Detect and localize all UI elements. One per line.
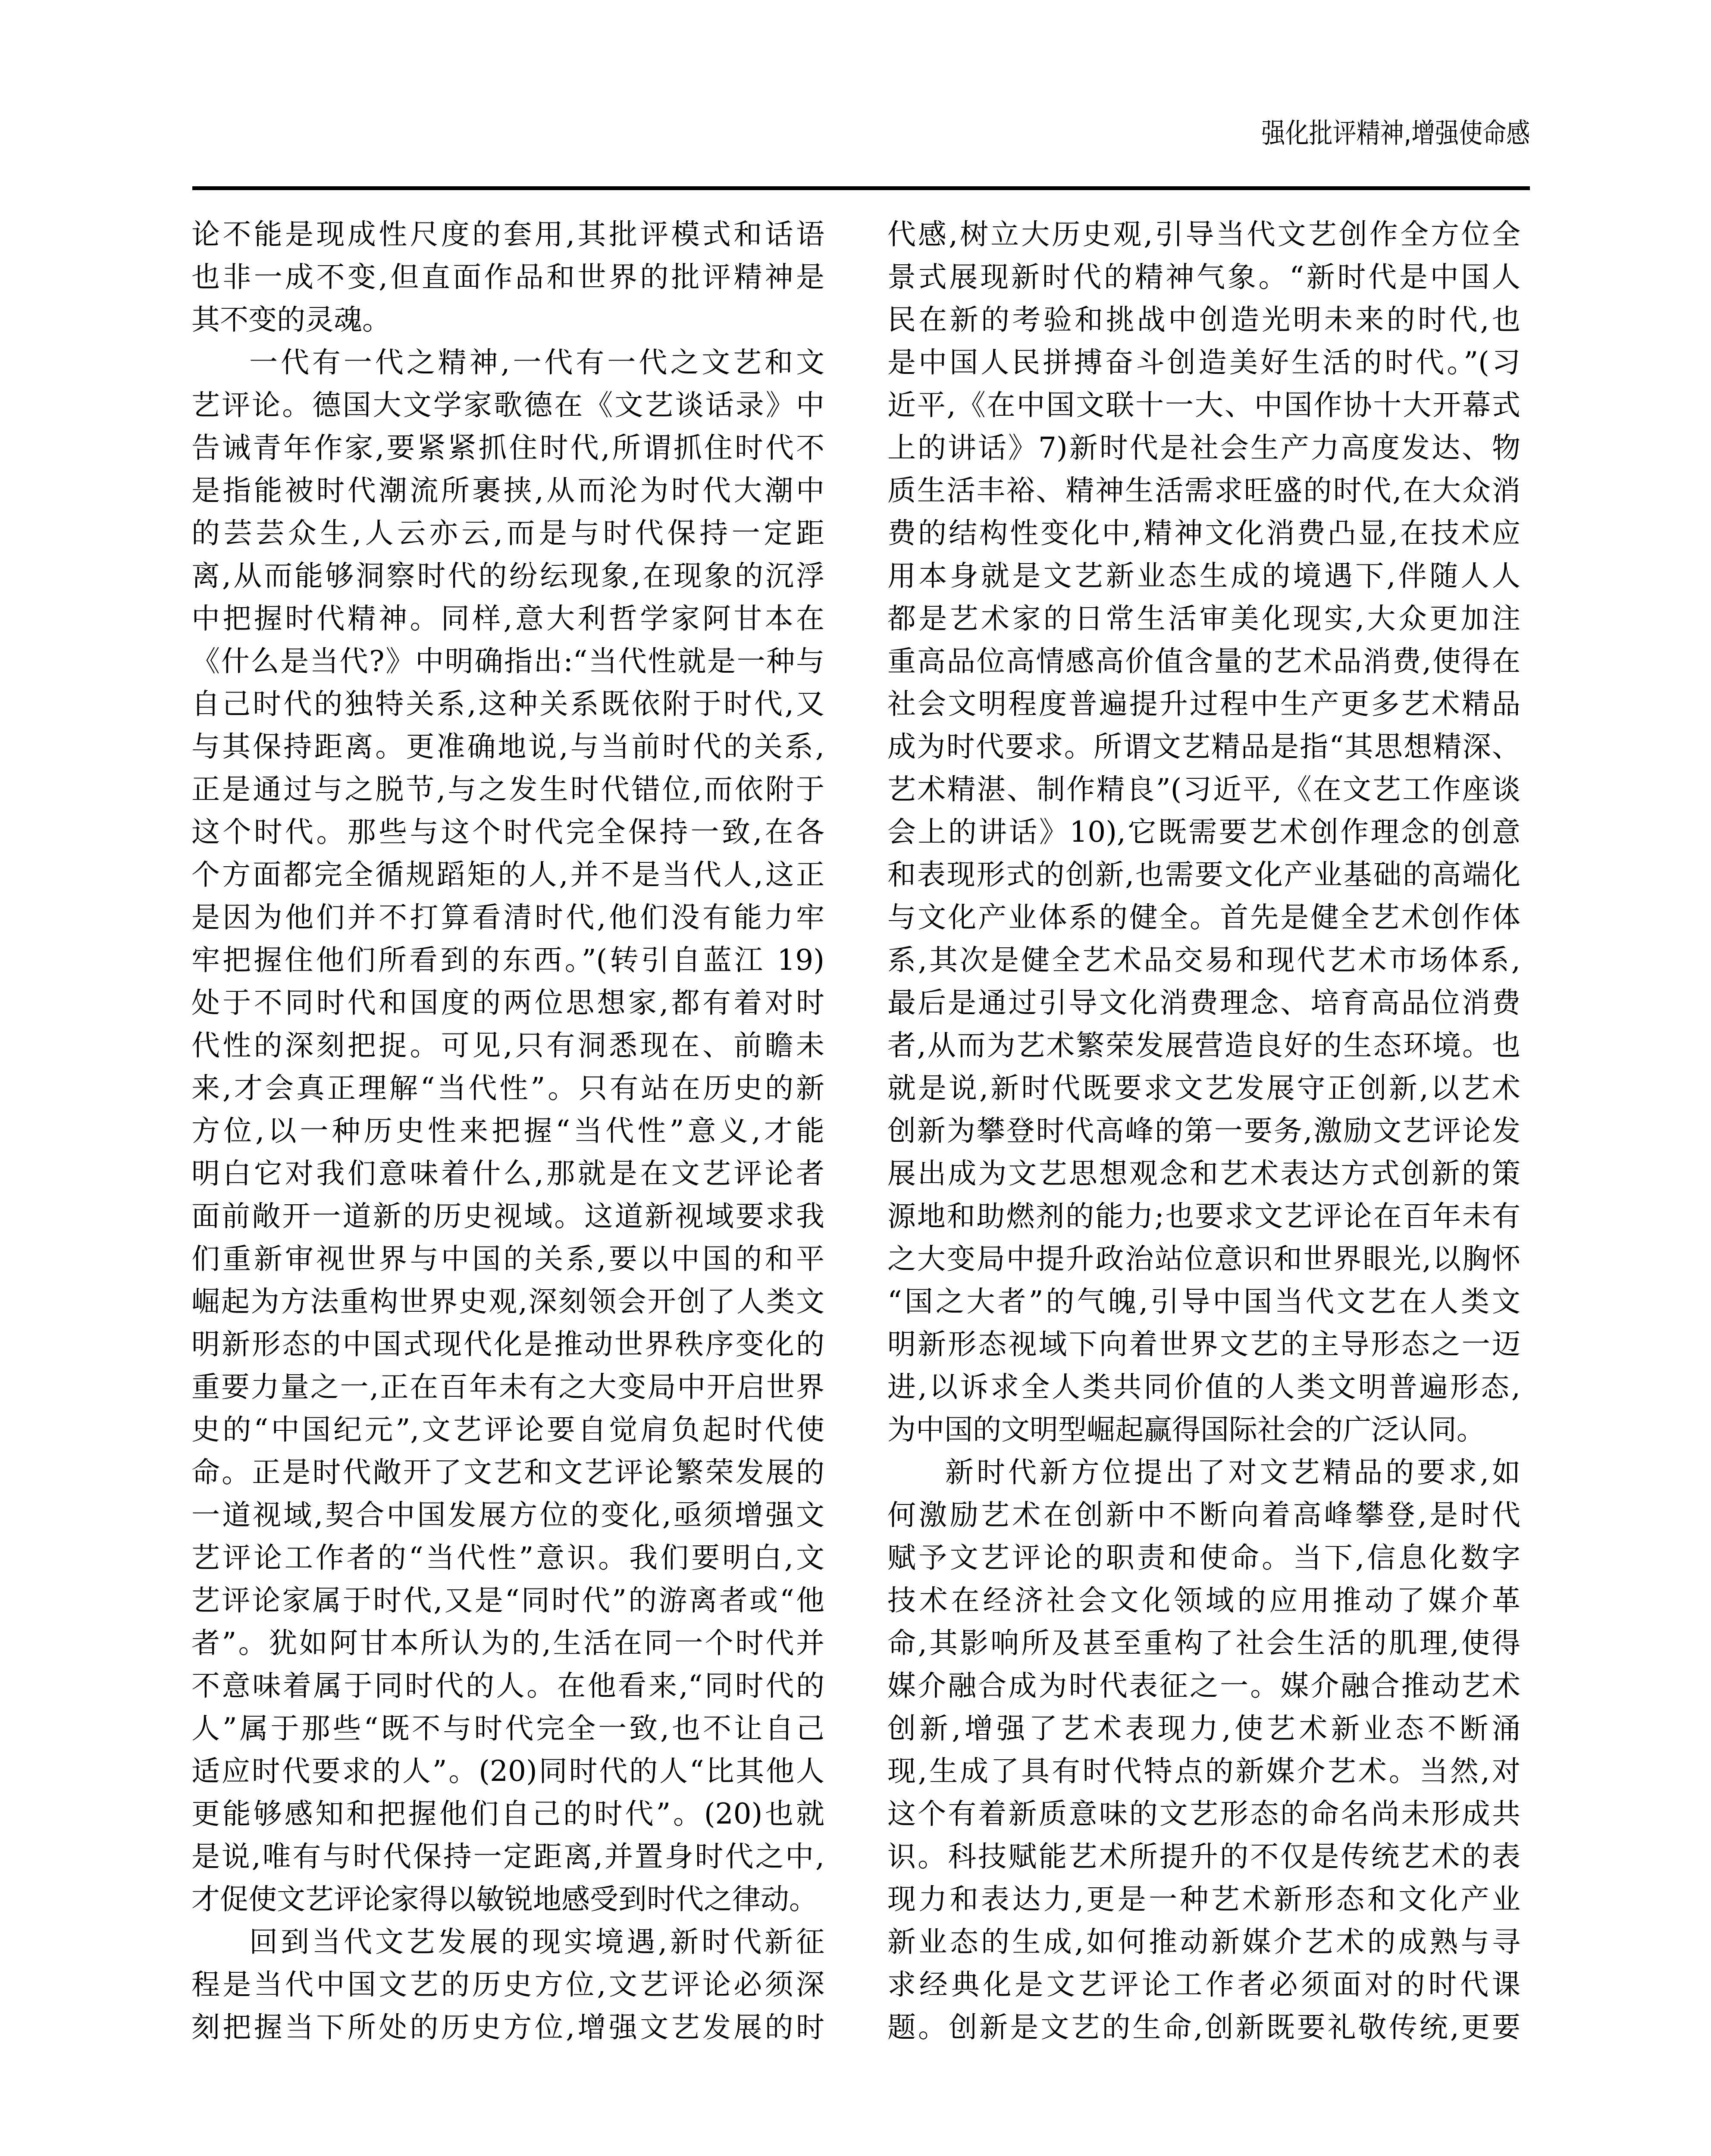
body-text-line: 创新为攀登时代高峰的第一要务,激励文艺评论发 — [887, 1114, 1520, 1147]
body-text-line: 中把握时代精神。同样,意大利哲学家阿甘本在 — [191, 602, 824, 635]
body-text-line: 景式展现新时代的精神气象。“新时代是中国人 — [887, 260, 1520, 294]
body-text-line: 适应时代要求的人”。(20)同时代的人“比其他人 — [191, 1755, 824, 1788]
body-text-line: 用本身就是文艺新业态生成的境遇下,伴随人人 — [887, 559, 1520, 592]
body-text-line: 都是艺术家的日常生活审美化现实,大众更加注 — [887, 602, 1520, 635]
text-column-left — [191, 213, 824, 2049]
body-text-line: 源地和助燃剂的能力;也要求文艺评论在百年未有 — [887, 1200, 1520, 1233]
body-text-line: 命,其影响所及甚至重构了社会生活的肌理,使得 — [887, 1626, 1520, 1660]
header-rule — [192, 186, 1530, 190]
body-text-line: 系,其次是健全艺术品交易和现代艺术市场体系, — [887, 943, 1520, 977]
body-text-line: 艺评论家属于时代,又是“同时代”的游离者或“他 — [191, 1584, 824, 1617]
body-text-line: 费的结构性变化中,精神文化消费凸显,在技术应 — [887, 517, 1520, 550]
body-text-line: 重要力量之一,正在百年未有之大变局中开启世界 — [191, 1370, 824, 1404]
body-text-line: 是中国人民拼搏奋斗创造美好生活的时代。”(习 — [887, 346, 1520, 379]
body-text-line: 技术在经济社会文化领域的应用推动了媒介革 — [887, 1584, 1520, 1617]
body-text-line: 牢把握住他们所看到的东西。”(转引自蓝江 19) — [191, 943, 824, 977]
body-text-line: 社会文明程度普遍提升过程中生产更多艺术精品 — [887, 687, 1520, 721]
body-text-line: 崛起为方法重构世界史观,深刻领会开创了人类文 — [191, 1285, 824, 1318]
body-text-line: 之大变局中提升政治站位意识和世界眼光,以胸怀 — [887, 1242, 1520, 1275]
body-text-line: 《什么是当代?》中明确指出:“当代性就是一种与 — [191, 645, 824, 678]
body-text-line: 刻把握当下所处的历史方位,增强文艺发展的时 — [191, 2011, 824, 2044]
body-text-line: 是指能被时代潮流所裹挟,从而沦为时代大潮中 — [191, 474, 824, 507]
body-text-line: 史的“中国纪元”,文艺评论要自觉肩负起时代使 — [191, 1413, 824, 1446]
body-text-line: 面前敞开一道新的历史视域。这道新视域要求我 — [191, 1200, 824, 1233]
body-text-line: 一代有一代之精神,一代有一代之文艺和文 — [249, 346, 824, 379]
body-text-line: 是因为他们并不打算看清时代,他们没有能力牢 — [191, 901, 824, 934]
body-text-line: 者”。犹如阿甘本所认为的,生活在同一个时代并 — [191, 1626, 824, 1660]
body-text-line: 展出成为文艺思想观念和艺术表达方式创新的策 — [887, 1157, 1520, 1190]
body-text-line: 是说,唯有与时代保持一定距离,并置身时代之中, — [191, 1840, 824, 1873]
running-head-title: 强化批评精神,增强使命感 — [1261, 118, 1530, 150]
body-text-line: 这个时代。那些与这个时代完全保持一致,在各 — [191, 815, 824, 849]
body-text-line: 告诫青年作家,要紧紧抓住时代,所谓抓住时代不 — [191, 431, 824, 464]
body-text-line: 正是通过与之脱节,与之发生时代错位,而依附于 — [191, 773, 824, 806]
body-text-line: 艺评论。德国大文学家歌德在《文艺谈话录》中 — [191, 389, 824, 422]
body-text-line: 就是说,新时代既要求文艺发展守正创新,以艺术 — [887, 1072, 1520, 1105]
body-text-line: 民在新的考验和挑战中创造光明未来的时代,也 — [887, 303, 1520, 336]
body-text-line: 也非一成不变,但直面作品和世界的批评精神是 — [191, 260, 824, 294]
body-text-line: 现,生成了具有时代特点的新媒介艺术。当然,对 — [887, 1755, 1520, 1788]
body-text-line: 离,从而能够洞察时代的纷纭现象,在现象的沉浮 — [191, 559, 824, 592]
body-text-line: 一道视域,契合中国发展方位的变化,亟须增强文 — [191, 1498, 824, 1532]
body-text-line: 代性的深刻把捉。可见,只有洞悉现在、前瞻未 — [191, 1029, 824, 1062]
body-text-line: 代感,树立大历史观,引导当代文艺创作全方位全 — [887, 218, 1520, 251]
body-text-line: 为中国的文明型崛起赢得国际社会的广泛认同。 — [887, 1413, 1485, 1446]
body-text-line: 才促使文艺评论家得以敏锐地感受到时代之律动。 — [191, 1883, 818, 1916]
body-text-line: 赋予文艺评论的职责和使命。当下,信息化数字 — [887, 1541, 1520, 1574]
body-text-line: 与其保持距离。更准确地说,与当前时代的关系, — [191, 730, 824, 763]
body-text-line: 新业态的生成,如何推动新媒介艺术的成熟与寻 — [887, 1925, 1520, 1959]
body-text-line: 最后是通过引导文化消费理念、培育高品位消费 — [887, 986, 1520, 1019]
body-text-line: 程是当代中国文艺的历史方位,文艺评论必须深 — [191, 1968, 824, 2001]
body-text-line: 创新,增强了艺术表现力,使艺术新业态不断涌 — [887, 1712, 1520, 1745]
body-text-line: 和表现形式的创新,也需要文化产业基础的高端化 — [887, 858, 1520, 891]
body-text-line: 的芸芸众生,人云亦云,而是与时代保持一定距 — [191, 517, 824, 550]
body-text-line: 自己时代的独特关系,这种关系既依附于时代,又 — [191, 687, 824, 721]
body-text-line: 回到当代文艺发展的现实境遇,新时代新征 — [249, 1925, 824, 1959]
body-text-line: 艺评论工作者的“当代性”意识。我们要明白,文 — [191, 1541, 824, 1574]
body-text-line: 新时代新方位提出了对文艺精品的要求,如 — [945, 1456, 1520, 1489]
body-text-line: 明新形态视域下向着世界文艺的主导形态之一迈 — [887, 1328, 1520, 1361]
body-text-line: 媒介融合成为时代表征之一。媒介融合推动艺术 — [887, 1669, 1520, 1702]
body-text-line: 重高品位高情感高价值含量的艺术品消费,使得在 — [887, 645, 1520, 678]
body-text-line: 识。科技赋能艺术所提升的不仅是传统艺术的表 — [887, 1840, 1520, 1873]
body-text-line: 不意味着属于同时代的人。在他看来,“同时代的 — [191, 1669, 824, 1702]
body-text-line: 人”属于那些“既不与时代完全一致,也不让自己 — [191, 1712, 824, 1745]
body-text-line: 上的讲话》7)新时代是社会生产力高度发达、物 — [887, 431, 1520, 464]
body-text-line: 质生活丰裕、精神生活需求旺盛的时代,在大众消 — [887, 474, 1520, 507]
body-text-line: 与文化产业体系的健全。首先是健全艺术创作体 — [887, 901, 1520, 934]
body-text-line: 这个有着新质意味的文艺形态的命名尚未形成共 — [887, 1797, 1520, 1830]
body-text-line: 题。创新是文艺的生命,创新既要礼敬传统,更要 — [887, 2011, 1520, 2044]
text-column-right — [887, 213, 1520, 2049]
body-text-line: 来,才会真正理解“当代性”。只有站在历史的新 — [191, 1072, 824, 1105]
body-text-line: 成为时代要求。所谓文艺精品是指“其思想精深、 — [887, 730, 1520, 763]
body-text-line: 进,以诉求全人类共同价值的人类文明普遍形态, — [887, 1370, 1520, 1404]
body-text-line: “国之大者”的气魄,引导中国当代文艺在人类文 — [887, 1285, 1520, 1318]
body-text-line: 更能够感知和把握他们自己的时代”。(20)也就 — [191, 1797, 824, 1830]
body-text-line: 会上的讲话》10),它既需要艺术创作理念的创意 — [887, 815, 1520, 849]
body-text-line: 命。正是时代敞开了文艺和文艺评论繁荣发展的 — [191, 1456, 824, 1489]
body-text-line: 现力和表达力,更是一种艺术新形态和文化产业 — [887, 1883, 1520, 1916]
body-text-line: 明白它对我们意味着什么,那就是在文艺评论者 — [191, 1157, 824, 1190]
body-text-line: 论不能是现成性尺度的套用,其批评模式和话语 — [191, 218, 824, 251]
body-text-line: 个方面都完全循规蹈矩的人,并不是当代人,这正 — [191, 858, 824, 891]
body-text-line: 方位,以一种历史性来把握“当代性”意义,才能 — [191, 1114, 824, 1147]
body-text-line: 者,从而为艺术繁荣发展营造良好的生态环境。也 — [887, 1029, 1520, 1062]
body-text-line: 其不变的灵魂。 — [191, 303, 391, 336]
body-text-line: 求经典化是文艺评论工作者必须面对的时代课 — [887, 1968, 1520, 2001]
body-text-line: 处于不同时代和国度的两位思想家,都有着对时 — [191, 986, 824, 1019]
body-text-line: 何激励艺术在创新中不断向着高峰攀登,是时代 — [887, 1498, 1520, 1532]
body-text-line: 明新形态的中国式现代化是推动世界秩序变化的 — [191, 1328, 824, 1361]
body-text-line: 们重新审视世界与中国的关系,要以中国的和平 — [191, 1242, 824, 1275]
body-text-line: 艺术精湛、制作精良”(习近平,《在文艺工作座谈 — [887, 773, 1520, 806]
body-text-line: 近平,《在中国文联十一大、中国作协十大开幕式 — [887, 389, 1520, 422]
